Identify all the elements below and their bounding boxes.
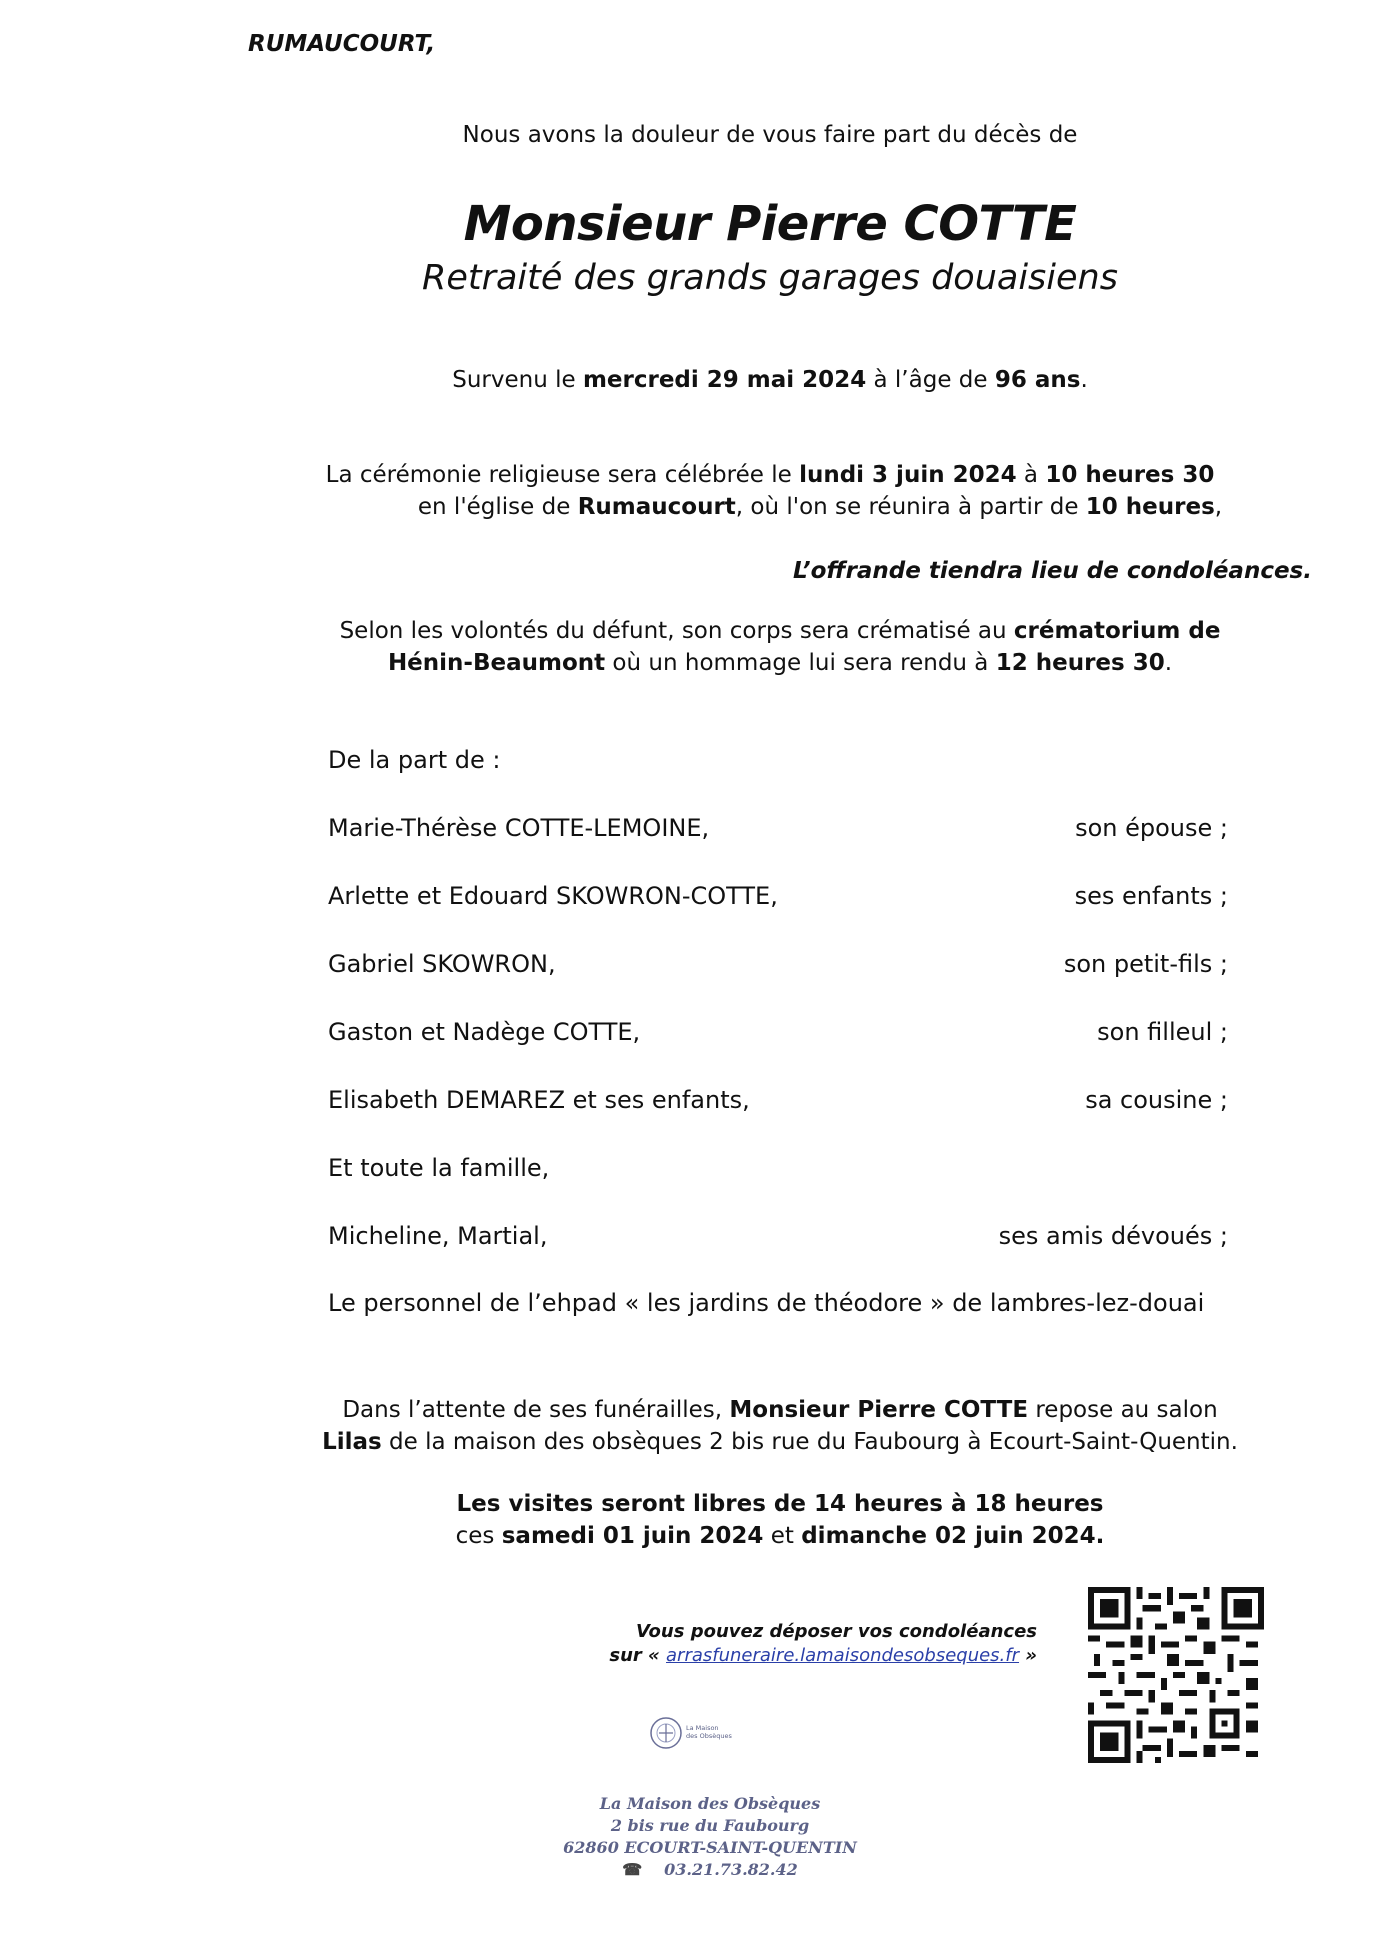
condolences-line-2 — [609, 1645, 1037, 1666]
ceremony-line-1 — [320, 462, 1220, 488]
cremation-line-1 — [300, 618, 1260, 644]
family-member — [328, 814, 1228, 846]
intro-text: Nous avons la douleur de vous faire part du décès de — [462, 122, 1078, 148]
visits-mid: et — [763, 1523, 802, 1549]
deceased-subtitle: Retraité des grands garages douaisiens — [422, 258, 1118, 298]
funeral-home-logo — [646, 1713, 734, 1753]
ceremony-date: lundi 3 juin 2024 — [799, 462, 1017, 488]
funeral-home-street: 2 bis rue du Faubourg — [610, 1816, 810, 1835]
hommage-time: 12 heures 30 — [995, 650, 1165, 676]
visits-hours: Les visites seront libres de 14 heures à 18 heures — [456, 1491, 1104, 1517]
ceremony-post: , — [1214, 494, 1223, 520]
family-member-name: Arlette et Edouard SKOWRON-COTTE, — [328, 882, 778, 910]
repose-line-1 — [300, 1397, 1260, 1423]
family-member-name: Gaston et Nadège COTTE, — [328, 1018, 641, 1046]
family-member-name: Marie-Thérèse COTTE-LEMOINE, — [328, 814, 710, 842]
death-date: mercredi 29 mai 2024 — [582, 367, 867, 393]
crematorium-label: crématorium de — [1013, 618, 1221, 644]
phone-number: 03.21.73.82.42 — [664, 1860, 798, 1879]
cremation-line-2 — [300, 650, 1260, 676]
family-member-name: Elisabeth DEMAREZ et ses enfants, — [328, 1086, 750, 1114]
crematorium-city: Hénin-Beaumont — [387, 650, 606, 676]
family-member — [328, 1018, 1228, 1050]
cremation-pre: Selon les volontés du défunt, son corps sera crématisé au — [339, 618, 1014, 644]
ceremony-time: 10 heures 30 — [1045, 462, 1215, 488]
death-date-line — [300, 367, 1240, 393]
family-member-relation: ses enfants ; — [1074, 882, 1228, 910]
family-intro: De la part de : — [328, 746, 501, 774]
family-member-name: Micheline, Martial, — [328, 1222, 548, 1250]
offrande-note: L’offrande tiendra lieu de condoléances. — [792, 558, 1312, 584]
family-member — [328, 1154, 1228, 1186]
ceremony-mid: à — [1016, 462, 1046, 488]
funeral-home-name: La Maison des Obsèques — [599, 1794, 821, 1813]
repose-line-2 — [300, 1429, 1260, 1455]
family-member-name: Et toute la famille, — [328, 1154, 550, 1182]
town-heading: RUMAUCOURT, — [248, 31, 436, 57]
family-member-relation: son petit-fils ; — [1063, 950, 1228, 978]
repose-pre: Dans l’attente de ses funérailles, — [342, 1397, 730, 1423]
visits-dates — [300, 1523, 1260, 1549]
logo-text-1: La Maison — [686, 1724, 719, 1732]
family-member — [328, 1086, 1228, 1118]
family-member-relation: son filleul ; — [1097, 1018, 1228, 1046]
family-member — [328, 1222, 1228, 1254]
family-member-name: Gabriel SKOWRON, — [328, 950, 556, 978]
salon-name: Lilas — [322, 1429, 382, 1455]
visit-date-2: dimanche 02 juin 2024. — [801, 1523, 1105, 1549]
age: 96 ans — [994, 367, 1081, 393]
hommage-text: où un hommage lui sera rendu à — [605, 650, 996, 676]
salon-address: de la maison des obsèques 2 bis rue du Faubourg à Ecourt-Saint-Quentin. — [381, 1429, 1238, 1455]
logo-text-2: des Obsèques — [686, 1732, 732, 1740]
repose-post: repose au salon — [1028, 1397, 1218, 1423]
gather-text: , où l'on se réunira à partir de — [735, 494, 1086, 520]
condolences-line-1: Vous pouvez déposer vos condoléances — [635, 1621, 1037, 1642]
phone-icon: ☎ — [622, 1860, 643, 1879]
family-member — [328, 882, 1228, 914]
cremation-post: . — [1164, 650, 1173, 676]
family-member-relation: sa cousine ; — [1085, 1086, 1228, 1114]
visit-date-1: samedi 01 juin 2024 — [501, 1523, 764, 1549]
qr-code — [1088, 1587, 1264, 1763]
church-place: Rumaucourt — [577, 494, 736, 520]
survenu-post: . — [1080, 367, 1088, 393]
gather-time: 10 heures — [1085, 494, 1215, 520]
family-member — [328, 1289, 1228, 1321]
family-member-name: Le personnel de l’ehpad « les jardins de théodore » de lambres-lez-douai — [328, 1289, 1205, 1317]
survenu-pre: Survenu le — [452, 367, 583, 393]
condolences-pre: sur « — [609, 1645, 667, 1666]
ceremony-pre: La cérémonie religieuse sera célébrée le — [325, 462, 800, 488]
family-member-relation: ses amis dévoués ; — [998, 1222, 1228, 1250]
survenu-mid: à l’âge de — [866, 367, 995, 393]
funeral-home-phone — [520, 1860, 900, 1879]
family-member — [328, 950, 1228, 982]
visits-pre: ces — [455, 1523, 502, 1549]
repose-name: Monsieur Pierre COTTE — [729, 1397, 1029, 1423]
ceremony-line-2 — [320, 494, 1320, 520]
deceased-name: Monsieur Pierre COTTE — [463, 196, 1077, 252]
church-pre: en l'église de — [417, 494, 578, 520]
family-member-relation: son épouse ; — [1075, 814, 1228, 842]
condolences-post: » — [1019, 1645, 1037, 1666]
funeral-home-city: 62860 ECOURT-SAINT-QUENTIN — [563, 1838, 857, 1857]
condolences-link[interactable]: arrasfuneraire.lamaisondesobseques.fr — [666, 1645, 1020, 1666]
